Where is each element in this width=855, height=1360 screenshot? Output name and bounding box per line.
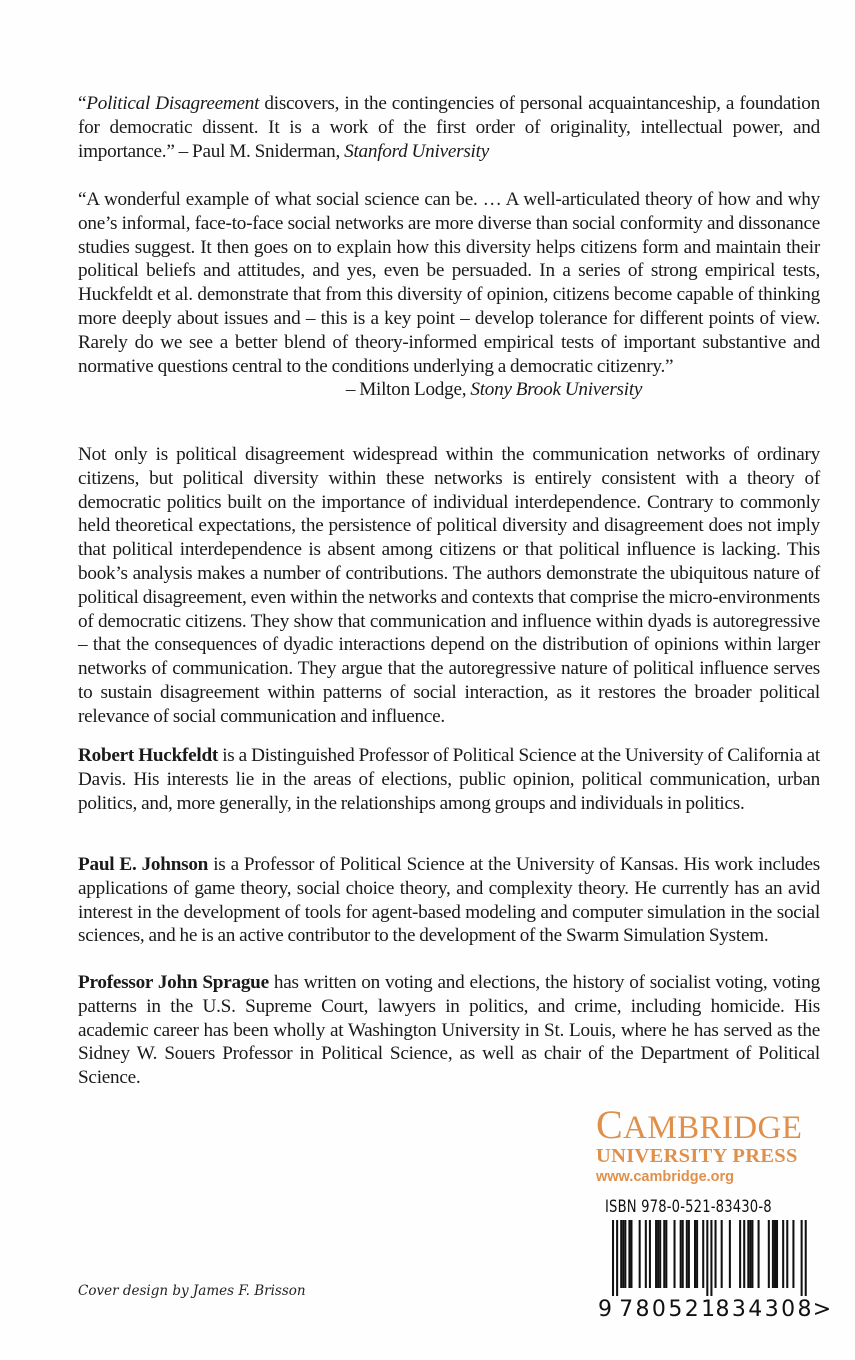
barcode-bar <box>659 1220 661 1288</box>
barcode-bar <box>702 1220 704 1288</box>
bio-text: has written on voting and elections, the history of socialist voting, voting patterns in the U.S. Supreme Court, lawyers in politics, and crime, including homicide. His academic career has been wholly at Washington University in St. Louis, where he has served as the Sidney W. Souers Professor in Political Science, as well as chair of the Department of Political Science. <box>78 972 820 1089</box>
barcode-bar <box>645 1220 647 1288</box>
barcode-bar <box>768 1220 770 1288</box>
author-bio-sprague <box>78 971 820 1090</box>
barcode-bar <box>680 1220 682 1288</box>
barcode-bar <box>805 1220 807 1296</box>
cover-design-credit: Cover design by James F. Brisson <box>78 1283 306 1299</box>
author-name: Robert Huckfeldt <box>78 745 219 766</box>
isbn-label: ISBN 978-0-521-83430-8 <box>605 1197 772 1217</box>
barcode-bar <box>729 1220 731 1288</box>
barcode-bar <box>706 1220 708 1296</box>
barcode-bar <box>655 1220 657 1288</box>
barcode-bar <box>751 1220 753 1288</box>
barcode-bar <box>663 1220 665 1288</box>
publisher-initial: C <box>596 1102 624 1147</box>
barcode-bar <box>776 1220 778 1288</box>
barcode-digits-right: 834308 <box>715 1297 814 1320</box>
quote-lodge <box>78 188 820 402</box>
barcode-quiet-zone-marker: > <box>812 1297 834 1320</box>
quote-text: discovers, in the contingencies of personal acquaintanceship, a foundation for democratic dissent. It is a work of the first order of originality, intellectual power, and importance.” – Paul M. Sniderman, <box>78 93 820 162</box>
barcode-bar <box>715 1220 717 1288</box>
quote-text: “A wonderful example of what social science can be. … A well-articulated theory of how and why one’s informal, face-to-face social networks are more diverse than social conformity and dissonance studies suggest. It then goes on to explain how this diversity helps citizens form and maintain their political beliefs and attitudes, and yes, even be persuaded. In a series of strong empirical tests, Huckfeldt et al. demonstrate that from this diversity of opinion, citizens become capable of thinking more deeply about issues and – this is a key point – develop tolerance for different points of view. Rarely do we see a better blend of theory-informed empirical tests of important substantive and normative questions central to the conditions underlying a democratic citizenry.” <box>78 189 820 377</box>
barcode-bar <box>747 1220 749 1288</box>
isbn-barcode <box>596 1220 836 1320</box>
barcode-bar <box>792 1220 794 1288</box>
barcode-bar <box>665 1220 667 1288</box>
author-bio-johnson <box>78 853 820 948</box>
publisher-name <box>596 1102 826 1147</box>
barcode-bar <box>801 1220 803 1296</box>
barcode-bar <box>694 1220 696 1288</box>
barcode-bar <box>639 1220 641 1288</box>
author-name: Professor John Sprague <box>78 972 269 993</box>
publisher-website[interactable]: www.cambridge.org <box>596 1169 735 1185</box>
barcode-bar <box>616 1220 618 1296</box>
barcode-bar <box>686 1220 688 1288</box>
barcode-bar <box>612 1220 614 1296</box>
attribution-name: – Milton Lodge, <box>345 379 471 401</box>
book-description <box>78 443 820 729</box>
barcode-bar <box>682 1220 684 1288</box>
barcode-bar <box>622 1220 624 1288</box>
barcode-bar <box>624 1220 626 1288</box>
publisher-logo <box>596 1102 826 1187</box>
barcode-bar <box>620 1220 622 1288</box>
bio-text: is a Distinguished Professor of Political Science at the University of California at Davis. His interests lie in the areas of elections, public opinion, political communication, urban politics, and, more generally, in the relationships among groups and individuals in politics. <box>78 745 821 814</box>
open-quote: “ <box>78 93 87 114</box>
barcode-bar <box>739 1220 741 1288</box>
barcode-bar <box>782 1220 784 1288</box>
book-title: Political Disagreement <box>86 93 260 114</box>
author-name: Paul E. Johnson <box>78 854 209 875</box>
bio-text: is a Professor of Political Science at the University of Kansas. His work includes applications of game theory, social choice theory, and complexity theory. He currently has an avid interest in the development of tools for agent-based modeling and computer simulation in the social sciences, and he is an active contributor to the development of the Swarm Simulation System. <box>78 854 820 947</box>
barcode-bar <box>657 1220 659 1288</box>
barcode-bar <box>774 1220 776 1288</box>
publisher-subtitle: UNIVERSITY PRESS <box>596 1145 798 1167</box>
barcode-bar <box>649 1220 651 1288</box>
quote-attribution <box>78 378 820 402</box>
barcode-bar <box>758 1220 760 1288</box>
barcode-bar <box>688 1220 690 1288</box>
publisher-name-rest: AMBRIDGE <box>623 1110 803 1146</box>
description-text: Not only is political disagreement widespread within the communication networks of ordinary citizens, but political diversity within these networks is entirely consistent with a theory of democratic politics built on the importance of individual interdependence. Contrary to commonly held theoretical expectations, the persistence of political diversity and disagreement does not imply that political interdependence is absent among citizens or that political influence is lacking. This book’s analysis makes a number of contributions. The authors demonstrate the ubiquitous nature of political disagreement, even within the networks and contexts that comprise the micro-environments of democratic citizens. They show that communication and influence within dyads is autoregressive – that the consequences of dyadic interactions depend on the distribution of opinions within larger networks of communication. They argue that the autoregressive nature of political influence serves to sustain disagreement within patterns of social interaction, as it restores the broader political relevance of social communication and influence. <box>78 444 820 727</box>
barcode-bar <box>630 1220 632 1288</box>
barcode-digits-left: 780521 <box>619 1297 718 1320</box>
barcode-bar <box>772 1220 774 1288</box>
barcode-bar <box>749 1220 751 1288</box>
barcode-bar <box>696 1220 698 1288</box>
barcode-bar <box>743 1220 745 1288</box>
quote-sniderman <box>78 92 820 163</box>
barcode-bar <box>628 1220 630 1288</box>
author-bio-huckfeldt <box>78 744 820 815</box>
barcode-bar <box>721 1220 723 1288</box>
barcode-digit-first: 9 <box>598 1297 615 1320</box>
quote-affiliation: Stanford University <box>344 140 489 162</box>
barcode-bar <box>674 1220 676 1288</box>
barcode-bar <box>786 1220 788 1288</box>
barcode-bar <box>710 1220 712 1296</box>
attribution-affiliation: Stony Brook University <box>470 379 643 401</box>
